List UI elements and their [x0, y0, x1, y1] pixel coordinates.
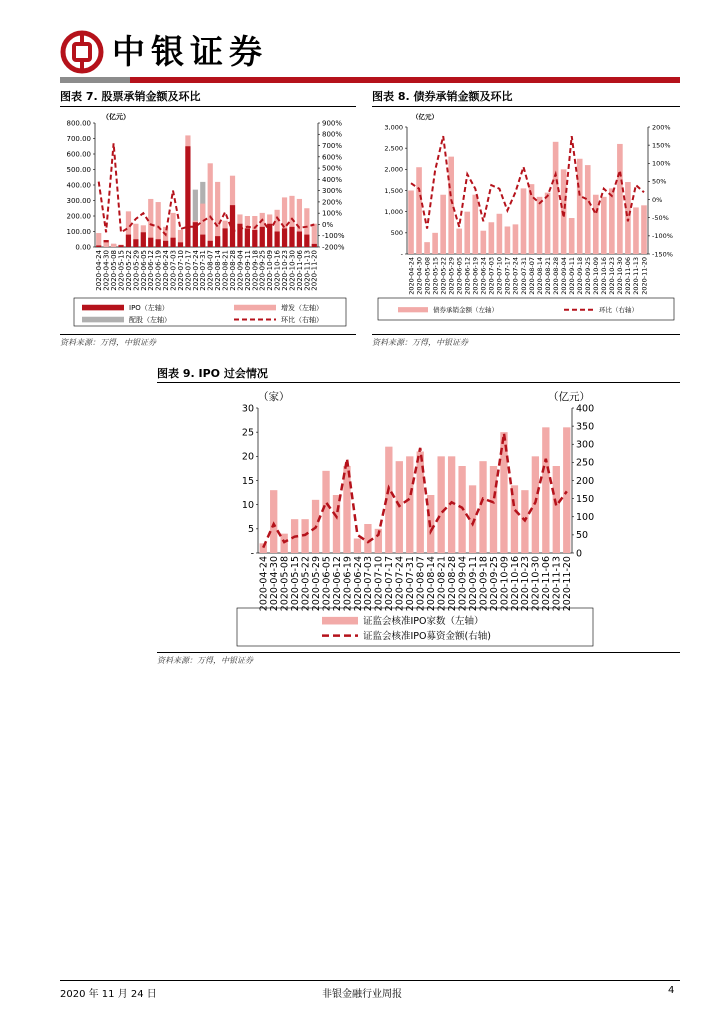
fig9-right-tick: 150: [576, 493, 595, 505]
fig7-x-tick: 2020-04-24: [95, 250, 104, 291]
fig8-x-tick: 2020-09-18: [575, 257, 584, 295]
fig7-right-tick: -200%: [322, 243, 345, 252]
fig7-x-tick: 2020-05-29: [132, 250, 141, 291]
fig7-bar: [163, 241, 168, 247]
fig7-right-tick: -100%: [322, 232, 345, 241]
fig7-bar: [275, 232, 280, 248]
fig9-x-tick: 2020-08-07: [415, 556, 427, 612]
fig8-bar: [456, 229, 462, 254]
fig7-legend-label: 配股（左轴）: [129, 316, 171, 324]
fig8-left-tick: 2,500: [384, 144, 403, 153]
fig8-right-tick: 50%: [652, 177, 667, 186]
fig7-x-tick: 2020-09-18: [251, 250, 260, 291]
fig8-x-tick: 2020-07-31: [519, 257, 528, 295]
fig7-left-tick: 500.00: [66, 165, 91, 174]
fig7-legend-swatch: [234, 305, 276, 311]
footer-title: 非银金融行业周报: [322, 989, 402, 1000]
fig7-legend-swatch: [82, 317, 124, 323]
fig7-x-tick: 2020-09-25: [258, 250, 267, 291]
fig9-x-tick: 2020-06-05: [321, 556, 333, 612]
fig7-x-tick: 2020-05-15: [117, 250, 126, 291]
fig9-bar: [406, 456, 413, 553]
fig7-bar: [267, 224, 272, 247]
fig7-x-tick: 2020-08-21: [221, 250, 230, 291]
fig7-bar: [245, 228, 250, 247]
fig7-bar: [282, 228, 287, 247]
fig9-bar: [511, 485, 518, 553]
fig8-left-tick: 2,000: [384, 165, 403, 174]
fig7-x-tick: 2020-11-06: [295, 250, 304, 291]
fig9-x-tick: 2020-07-10: [373, 556, 385, 612]
fig9-left-tick: -: [250, 548, 254, 560]
fig7-bar: [133, 239, 138, 247]
fig8-bar: [481, 231, 487, 254]
fig8-x-tick: 2020-10-23: [608, 257, 617, 295]
fig8-legend-swatch: [398, 307, 428, 312]
fig7-x-tick: 2020-06-05: [139, 250, 148, 291]
fig8-bar: [440, 195, 446, 254]
fig9-left-unit: （家）: [258, 391, 290, 403]
fig7-left-tick: 400.00: [66, 181, 91, 190]
fig7-x-tick: 2020-10-09: [266, 250, 275, 291]
fig7-x-tick: 2020-07-03: [169, 250, 178, 291]
fig7-bar: [289, 227, 294, 247]
fig8-bar: [585, 165, 591, 254]
fig7-title-rule: [60, 106, 356, 107]
fig9-left-tick: 25: [241, 427, 254, 439]
fig9-legend-label: 证监会核准IPO家数（左轴）: [363, 616, 484, 627]
fig7-legend-swatch: [82, 305, 124, 311]
fig8-x-tick: 2020-06-24: [479, 257, 488, 295]
fig7-bar: [260, 227, 265, 247]
fig7-bar: [252, 230, 257, 247]
fig9-left-tick: 20: [241, 451, 254, 463]
fig7-right-tick: 200%: [322, 198, 343, 207]
fig9-bar: [479, 461, 486, 553]
fig9-bar: [563, 427, 570, 553]
fig7-right-tick: 600%: [322, 153, 343, 162]
fig7-x-tick: 2020-08-07: [206, 250, 215, 291]
fig9-right-tick: 300: [576, 439, 595, 451]
fig8-legend-label: 环比（右轴）: [599, 306, 638, 314]
page-number: 4: [668, 985, 675, 996]
fig8-left-tick: 500: [390, 229, 403, 238]
fig7-bar: [148, 238, 153, 247]
fig7-x-tick: 2020-07-10: [176, 250, 185, 291]
fig9-x-tick: 2020-11-06: [541, 556, 553, 612]
fig8-right-tick: -150%: [652, 250, 673, 259]
fig7-bar: [104, 242, 109, 247]
fig8-bar: [641, 205, 647, 254]
fig8-legend-label: 债券承销金额（左轴）: [433, 306, 498, 314]
fig7-x-tick: 2020-05-22: [124, 250, 133, 291]
fig8-x-tick: 2020-08-28: [551, 257, 560, 295]
fig9-bar: [333, 495, 340, 553]
fig9-x-tick: 2020-09-25: [488, 556, 500, 612]
fig7-x-tick: 2020-06-19: [154, 250, 163, 291]
fig8-unit-label: （亿元）: [412, 113, 438, 121]
fig9-bar: [553, 466, 560, 553]
fig9-left-tick: 10: [241, 499, 254, 511]
fig9-x-tick: 2020-08-21: [436, 556, 448, 612]
fig8-bar: [569, 218, 575, 254]
fig9-right-tick: 50: [576, 530, 589, 542]
fig7-x-tick: 2020-07-31: [199, 250, 208, 291]
fig8-x-tick: 2020-09-04: [559, 257, 568, 295]
fig8-x-tick: 2020-05-22: [439, 257, 448, 295]
fig7-x-tick: 2020-11-20: [310, 250, 319, 291]
fig7-right-tick: 800%: [322, 130, 343, 139]
fig7-right-tick: 900%: [322, 119, 343, 128]
fig8-bar: [545, 193, 551, 254]
fig8-bar: [601, 197, 607, 254]
fig7-x-tick: 2020-05-08: [110, 250, 119, 291]
fig8-bar: [577, 159, 583, 254]
fig8-left-tick: 3,000: [384, 123, 403, 132]
fig9-left-tick: 5: [247, 524, 254, 536]
fig8-title: 图表 8. 债券承销金额及环比: [372, 90, 513, 103]
fig8-x-tick: 2020-06-05: [455, 257, 464, 295]
fig9-x-tick: 2020-10-30: [530, 556, 542, 612]
fig8-right-tick: 150%: [652, 141, 671, 150]
fig8-title-rule: [372, 106, 680, 107]
fig8-bar: [633, 207, 639, 254]
fig8-bar: [593, 195, 599, 254]
fig7-bar: [200, 235, 205, 247]
fig8-right-tick: 200%: [652, 123, 671, 132]
fig8-x-tick: 2020-04-30: [415, 257, 424, 295]
fig8-bar: [416, 167, 422, 254]
fig7-legend-label: 环比（右轴）: [281, 316, 323, 324]
fig7-bar: [312, 224, 317, 247]
fig9-x-tick: 2020-09-04: [457, 556, 469, 612]
fig9-x-tick: 2020-09-11: [467, 556, 479, 612]
fig8-x-tick: 2020-07-10: [495, 257, 504, 295]
fig9-right-tick: 0: [576, 548, 583, 560]
header-rule-red: [130, 77, 680, 83]
fig7-x-tick: 2020-08-28: [228, 250, 237, 291]
fig7-bar: [96, 245, 101, 247]
fig9-x-tick: 2020-10-16: [509, 556, 521, 612]
fig9-x-tick: 2020-07-03: [363, 556, 375, 612]
fig9-legend-swatch: [322, 617, 358, 625]
fig9-chart: [230, 386, 600, 648]
fig8-right-tick: -100%: [652, 232, 673, 241]
fig7-x-tick: 2020-10-30: [288, 250, 297, 291]
fig8-x-tick: 2020-10-09: [592, 257, 601, 295]
fig7-bar: [126, 235, 131, 247]
fig9-x-tick: 2020-05-22: [300, 556, 312, 612]
fig8-bar: [609, 188, 615, 254]
fig7-bar: [312, 244, 317, 247]
fig7-x-tick: 2020-07-24: [191, 250, 200, 291]
fig7-x-tick: 2020-06-24: [162, 250, 171, 291]
fig8-source-rule: [372, 334, 680, 335]
fig8-x-tick: 2020-11-06: [624, 257, 633, 295]
fig8-x-tick: 2020-04-24: [407, 257, 416, 295]
fig8-bar: [617, 144, 623, 254]
fig8-x-tick: 2020-06-12: [463, 257, 472, 295]
fig7-legend-label: 增发（左轴）: [281, 304, 323, 312]
fig9-legend-label: 证监会核准IPO募资金额(右轴): [363, 631, 491, 642]
fig9-x-tick: 2020-05-15: [289, 556, 301, 612]
fig8-right-tick: 100%: [652, 159, 671, 168]
fig8-x-tick: 2020-08-21: [543, 257, 552, 295]
fig7-unit-label: （亿元）: [102, 113, 130, 121]
fig9-x-tick: 2020-08-14: [426, 556, 438, 612]
fig9-right-tick: 400: [576, 403, 595, 415]
fig9-x-tick: 2020-07-31: [405, 556, 417, 612]
fig7-x-tick: 2020-10-23: [281, 250, 289, 291]
fig9-x-tick: 2020-07-17: [384, 556, 396, 612]
header-rule-gray: [60, 77, 130, 83]
fig7-right-tick: 300%: [322, 187, 343, 196]
fig9-x-tick: 2020-09-18: [478, 556, 490, 612]
fig8-left-tick: -: [400, 250, 403, 259]
fig7-x-tick: 2020-09-11: [243, 250, 252, 291]
fig8-bar: [448, 157, 454, 254]
fig9-right-tick: 250: [576, 457, 595, 469]
fig9-bar: [364, 524, 371, 553]
fig9-right-unit: （亿元）: [548, 391, 590, 403]
footer-rule: [60, 980, 680, 981]
fig7-bar: [208, 163, 213, 247]
fig9-right-tick: 350: [576, 421, 595, 433]
fig7-bar: [237, 224, 242, 247]
fig7-left-tick: 0.00: [75, 243, 91, 252]
fig7-left-tick: 600.00: [66, 150, 91, 159]
fig9-left-tick: 30: [241, 403, 254, 415]
fig7-title: 图表 7. 股票承销金额及环比: [60, 90, 201, 103]
fig8-x-tick: 2020-09-11: [567, 257, 576, 295]
fig9-x-tick: 2020-05-29: [310, 556, 322, 612]
fig8-source: 资料来源：万得，中银证券: [372, 338, 468, 347]
fig8-x-tick: 2020-09-25: [584, 257, 593, 295]
fig8-bar: [472, 195, 478, 254]
fig7-left-tick: 100.00: [66, 227, 91, 236]
fig9-x-tick: 2020-06-24: [352, 556, 364, 612]
fig8-x-tick: 2020-08-14: [535, 257, 544, 295]
fig9-x-tick: 2020-05-08: [279, 556, 291, 612]
fig7-left-tick: 800.00: [66, 119, 91, 128]
fig7-x-tick: 2020-10-16: [273, 249, 282, 291]
fig7-left-tick: 200.00: [66, 212, 91, 221]
fig7-x-tick: 2020-04-30: [102, 250, 111, 291]
fig9-bar: [438, 456, 445, 553]
fig8-x-tick: 2020-05-15: [431, 257, 440, 295]
fig9-source-rule: [157, 652, 680, 653]
fig7-right-tick: 0%: [322, 220, 334, 229]
fig7-bar: [215, 236, 220, 247]
fig8-x-tick: 2020-10-16: [600, 257, 609, 295]
fig9-bar: [542, 427, 549, 553]
fig7-left-tick: 700.00: [66, 134, 91, 143]
fig7-bar: [111, 244, 116, 247]
fig7-source: 资料来源：万得，中银证券: [60, 338, 156, 347]
fig8-bar: [537, 197, 543, 254]
fig7-right-tick: 500%: [322, 164, 343, 173]
fig9-title-rule: [157, 382, 680, 383]
fig7-right-tick: 700%: [322, 141, 343, 150]
fig7-bar: [118, 245, 123, 247]
footer-date: 2020 年 11 月 24 日: [60, 989, 157, 1000]
fig8-x-tick: 2020-11-13: [632, 257, 641, 295]
fig9-right-tick: 100: [576, 512, 595, 524]
fig8-chart: [372, 108, 680, 334]
fig9-title: 图表 9. IPO 过会情况: [157, 367, 268, 380]
fig8-x-tick: 2020-07-24: [511, 257, 520, 295]
fig7-legend-label: IPO（左轴）: [129, 304, 169, 312]
fig8-bar: [505, 226, 511, 254]
fig7-bar: [156, 239, 161, 247]
fig7-bar: [185, 146, 190, 247]
fig9-bar: [490, 466, 497, 553]
fig8-x-tick: 2020-07-17: [503, 257, 512, 295]
fig9-x-tick: 2020-10-09: [499, 556, 511, 612]
fig9-bar: [354, 539, 361, 554]
fig8-x-tick: 2020-05-08: [423, 257, 432, 295]
fig7-x-tick: 2020-11-13: [303, 249, 312, 291]
fig9-x-tick: 2020-11-20: [562, 556, 574, 612]
fig8-right-tick: -50%: [652, 213, 669, 222]
fig7-x-tick: 2020-08-14: [214, 250, 223, 291]
fig9-left-tick: 15: [241, 475, 254, 487]
fig7-bar: [178, 242, 183, 247]
brand-name: 中银证券: [112, 32, 268, 71]
fig9-x-tick: 2020-07-24: [394, 556, 406, 612]
fig8-x-tick: 2020-11-20: [640, 257, 649, 295]
fig8-bar: [521, 188, 527, 254]
fig7-bar: [170, 238, 175, 247]
fig8-bar: [553, 142, 559, 254]
fig8-bar: [432, 233, 438, 254]
fig8-x-tick: 2020-06-19: [471, 257, 480, 295]
fig8-bar: [497, 214, 503, 254]
fig9-x-tick: 2020-04-24: [258, 556, 270, 612]
fig9-x-tick: 2020-11-13: [551, 556, 563, 612]
bank-logo-icon: [60, 30, 104, 74]
fig7-bar: [141, 232, 146, 247]
fig7-right-tick: 400%: [322, 175, 343, 184]
fig8-bar: [464, 212, 470, 254]
fig8-x-tick: 2020-10-30: [616, 257, 625, 295]
fig7-x-tick: 2020-09-04: [236, 250, 245, 291]
fig8-x-tick: 2020-07-03: [487, 257, 496, 295]
fig9-bar: [322, 471, 329, 553]
fig7-bar: [297, 232, 302, 248]
fig7-bar: [96, 233, 101, 247]
fig9-x-tick: 2020-04-30: [269, 556, 281, 612]
fig7-right-tick: 100%: [322, 209, 343, 218]
fig9-x-tick: 2020-08-28: [446, 556, 458, 612]
fig8-x-tick: 2020-08-07: [527, 257, 536, 295]
fig8-bar: [424, 242, 430, 254]
fig8-bar: [408, 191, 414, 255]
fig9-source: 资料来源：万得，中银证券: [157, 656, 253, 665]
fig7-left-tick: 300.00: [66, 196, 91, 205]
fig7-chart: [60, 108, 356, 334]
fig9-x-tick: 2020-10-23: [520, 556, 532, 612]
fig7-x-tick: 2020-07-17: [184, 250, 193, 291]
fig7-bar: [304, 235, 309, 247]
fig8-left-tick: 1,500: [384, 186, 403, 195]
fig7-source-rule: [60, 334, 356, 335]
fig8-bar: [513, 224, 519, 254]
fig7-bar: [222, 228, 227, 247]
fig9-right-tick: 200: [576, 475, 595, 487]
fig8-bar: [625, 182, 631, 254]
fig9-x-tick: 2020-06-12: [331, 556, 343, 612]
fig8-right-tick: 0%: [652, 195, 663, 204]
fig9-x-tick: 2020-06-19: [342, 556, 354, 612]
fig8-left-tick: 1,000: [384, 207, 403, 216]
fig8-x-tick: 2020-05-29: [447, 257, 456, 295]
fig7-x-tick: 2020-06-12: [147, 250, 156, 291]
fig7-bar: [208, 241, 213, 247]
fig8-bar: [489, 222, 495, 254]
